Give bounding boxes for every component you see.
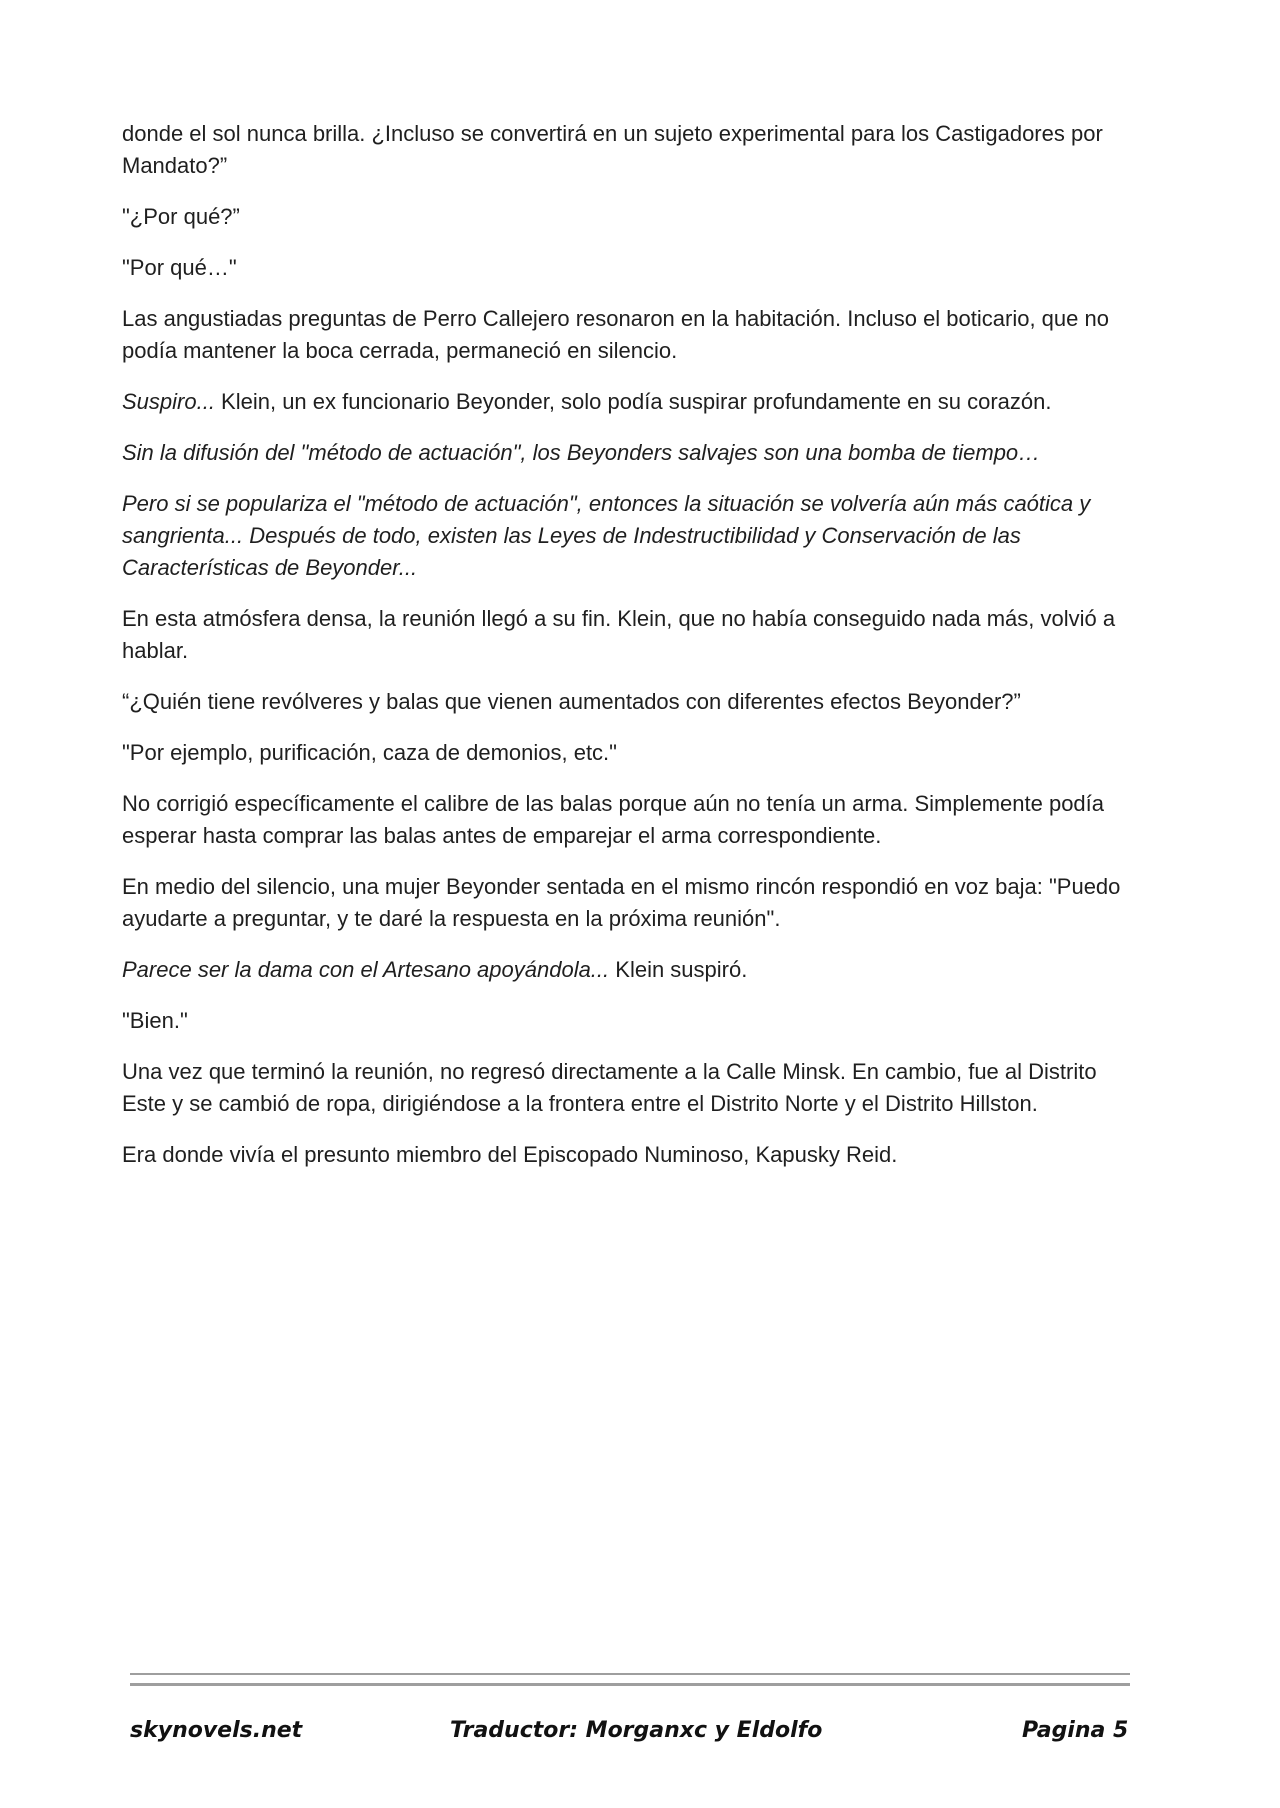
footer-site: skynovels.net (130, 1718, 303, 1743)
paragraph (122, 437, 1132, 469)
paragraph (122, 201, 1132, 233)
paragraph (122, 118, 1132, 182)
paragraph (122, 488, 1132, 584)
text-segment: "Bien." (122, 1008, 188, 1033)
text-segment: No corrigió específicamente el calibre de las balas porque aún no tenía un arma. Simplemente podía esperar hasta comprar las balas antes de emparejar el arma correspondiente. (122, 791, 1105, 848)
paragraph (122, 686, 1132, 718)
text-segment: "Por ejemplo, purificación, caza de demonios, etc." (122, 740, 617, 765)
text-segment: En esta atmósfera densa, la reunión llegó a su fin. Klein, que no había conseguido nada más, volvió a hablar. (122, 606, 1116, 663)
footer-divider-top (130, 1673, 1130, 1675)
italic-text-segment: Pero si se populariza el "método de actuación", entonces la situación se volvería aún más caótica y sangrienta... Después de todo, existen las Leyes de Indestructibilidad y Conservación de las Características de Beyonder... (122, 491, 1091, 580)
paragraph (122, 386, 1132, 418)
paragraph (122, 788, 1132, 852)
paragraph (122, 252, 1132, 284)
text-segment: En medio del silencio, una mujer Beyonder sentada en el mismo rincón respondió en voz baja: "Puedo ayudarte a preguntar, y te daré la respuesta en la próxima reunión". (122, 874, 1121, 931)
text-segment: Klein, un ex funcionario Beyonder, solo podía suspirar profundamente en su corazón. (214, 389, 1052, 414)
paragraph (122, 871, 1132, 935)
text-segment: Era donde vivía el presunto miembro del Episcopado Numinoso, Kapusky Reid. (122, 1142, 898, 1167)
footer-divider-bottom (130, 1683, 1130, 1686)
paragraph (122, 954, 1132, 986)
paragraph (122, 1139, 1132, 1171)
text-segment: Las angustiadas preguntas de Perro Callejero resonaron en la habitación. Incluso el boticario, que no podía mantener la boca cerrada, permaneció en silencio. (122, 306, 1109, 363)
footer-page-number: Pagina 5 (1022, 1718, 1129, 1743)
paragraph (122, 1005, 1132, 1037)
text-segment: donde el sol nunca brilla. ¿Incluso se convertirá en un sujeto experimental para los Castigadores por Mandato?” (122, 121, 1103, 178)
italic-text-segment: Parece ser la dama con el Artesano apoyándola... (122, 957, 610, 982)
text-segment: "Por qué…" (122, 255, 237, 280)
text-segment: Una vez que terminó la reunión, no regresó directamente a la Calle Minsk. En cambio, fue al Distrito Este y se cambió de ropa, dirigiéndose a la frontera entre el Distrito Norte y el Distrito Hillston. (122, 1059, 1097, 1116)
paragraph (122, 737, 1132, 769)
paragraph (122, 603, 1132, 667)
text-segment: “¿Quién tiene revólveres y balas que vienen aumentados con diferentes efectos Beyonder?” (122, 689, 1021, 714)
footer-translator: Traductor: Morganxc y Eldolfo (450, 1718, 823, 1743)
text-segment: Klein suspiró. (609, 957, 748, 982)
page-body (122, 118, 1132, 1190)
paragraph (122, 1056, 1132, 1120)
italic-text-segment: Sin la difusión del "método de actuación", los Beyonders salvajes son una bomba de tiempo… (122, 440, 1041, 465)
italic-text-segment: Suspiro... (122, 389, 215, 414)
paragraph (122, 303, 1132, 367)
text-segment: "¿Por qué?” (122, 204, 240, 229)
